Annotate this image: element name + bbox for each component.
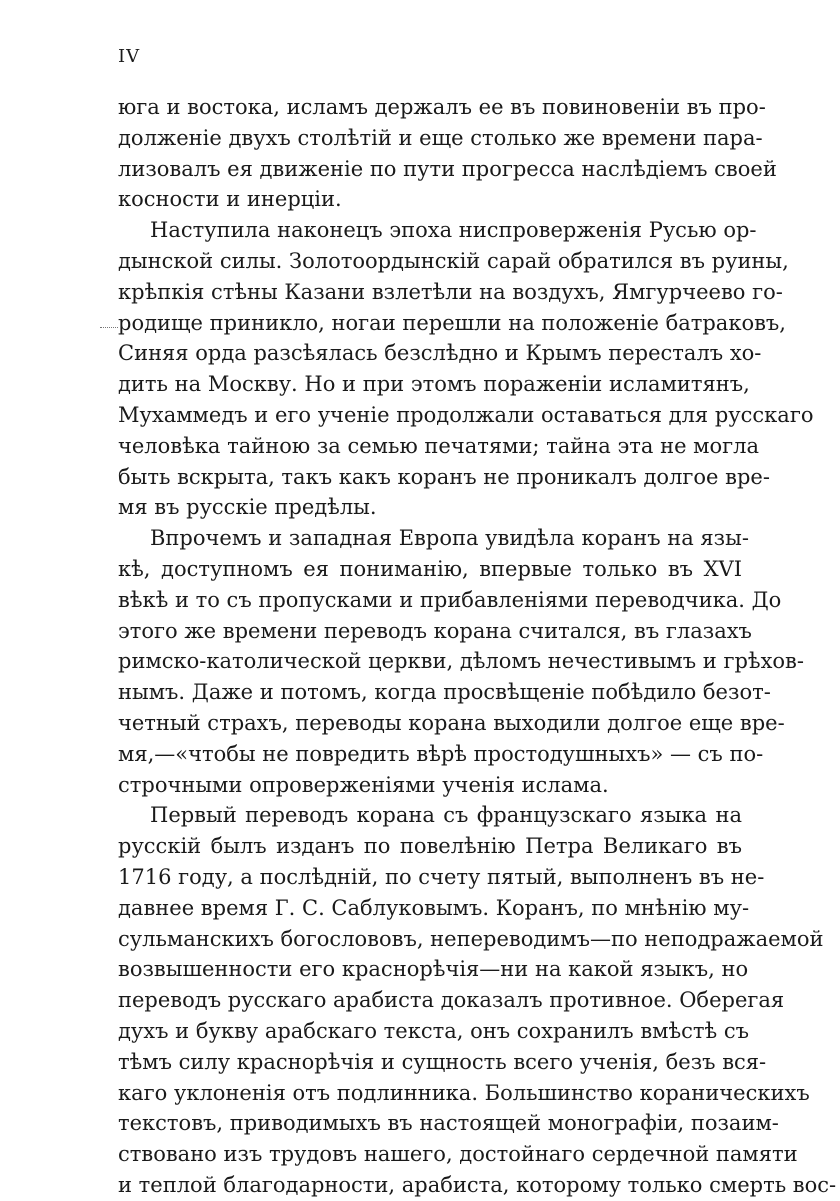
text-line: текстовъ, приводимыхъ въ настоящей монографіи, позаим- — [118, 1111, 779, 1136]
text-line: вѣкѣ и то съ пропусками и прибавленіями переводчика. До — [118, 587, 782, 612]
paragraph — [118, 800, 837, 1200]
text-line: кѣ, доступномъ ея пониманію, впервые только въ XVI — [118, 556, 742, 581]
text-line: человѣка тайною за семью печатями; тайна эта не могла — [118, 433, 760, 458]
text-line: Синяя орда разсѣялась безслѣдно и Крымъ пересталъ хо- — [118, 341, 762, 366]
text-line: духъ и букву арабскаго текста, онъ сохранилъ вмѣстѣ съ — [118, 1018, 750, 1043]
text-line: римско-католической церкви, дѣломъ нечестивымъ и грѣхов- — [118, 649, 804, 674]
text-line: возвышенности его краснорѣчія—ни на какой языкъ, но — [118, 957, 749, 982]
text-line: быть вскрыта, такъ какъ коранъ не проникалъ долгое вре- — [118, 464, 770, 489]
text-line: сульманскихъ богослововъ, непереводимъ—по неподражаемой — [118, 926, 824, 951]
text-line: дить на Москву. Но и при этомъ пораженіи исламитянъ, — [118, 372, 750, 397]
text-line: этого же времени переводъ корана считался, въ глазахъ — [118, 618, 752, 643]
text-line: лизовалъ ея движеніе по пути прогресса наслѣдіемъ своей — [118, 156, 777, 181]
text-line: юга и востока, исламъ держалъ ее въ повиновеніи въ про- — [118, 95, 766, 119]
paragraph — [118, 92, 777, 215]
text-line: косности и инерціи. — [118, 187, 342, 212]
text-line: 1716 году, а послѣдній, по счету пятый, выполненъ въ не- — [118, 864, 765, 889]
text-line: Впрочемъ и западная Европа увидѣла коранъ на язы- — [150, 526, 749, 551]
text-line: строчными опроверженіями ученія ислама. — [118, 772, 609, 797]
text-line: Первый переводъ корана съ французскаго языка на — [150, 803, 742, 828]
body-text — [118, 92, 837, 1201]
page-number: IV — [118, 46, 141, 67]
text-line: мя въ русскіе предѣлы. — [118, 495, 377, 520]
text-line: долженіе двухъ столѣтій и еще столько же времени пара- — [118, 125, 763, 150]
text-line: Мухаммедъ и его ученіе продолжали оставаться для русскаго — [118, 402, 814, 427]
text-line: давнее время Г. С. Саблуковымъ. Коранъ, по мнѣнію му- — [118, 895, 750, 920]
text-line: переводъ русскаго арабиста доказалъ противное. Оберегая — [118, 988, 785, 1013]
text-line: четный страхъ, переводы корана выходили долгое еще вре- — [118, 710, 785, 735]
text-line: Наступила наконецъ эпоха ниспроверженія Русью ор- — [150, 218, 757, 243]
text-line: ствовано изъ трудовъ нашего, достойнаго сердечной памяти — [118, 1142, 798, 1167]
text-line: мя,—«чтобы не повредить вѣрѣ простодушныхъ» — съ по- — [118, 741, 764, 766]
text-line: тѣмъ силу краснорѣчія и сущность всего ученія, безъ вся- — [118, 1049, 767, 1074]
text-line: дынской силы. Золотоордынскій сарай обратился въ руины, — [118, 248, 789, 273]
paragraph — [118, 215, 814, 523]
text-line: нымъ. Даже и потомъ, когда просвѣщеніе побѣдило безот- — [118, 680, 771, 705]
margin-mark — [100, 327, 118, 328]
text-line: крѣпкія стѣны Казани взлетѣли на воздухъ, Ямгурчеево го- — [118, 279, 783, 304]
text-line: и теплой благодарности, арабиста, которому только смерть вос- — [118, 1172, 837, 1197]
paragraph — [118, 523, 804, 800]
text-line: родище приникло, ногаи перешли на положеніе батраковъ, — [118, 310, 786, 335]
text-line: каго уклоненія отъ подлинника. Большинство кораническихъ — [118, 1080, 810, 1105]
text-line: русскій былъ изданъ по повелѣнію Петра Великаго въ — [118, 834, 742, 859]
